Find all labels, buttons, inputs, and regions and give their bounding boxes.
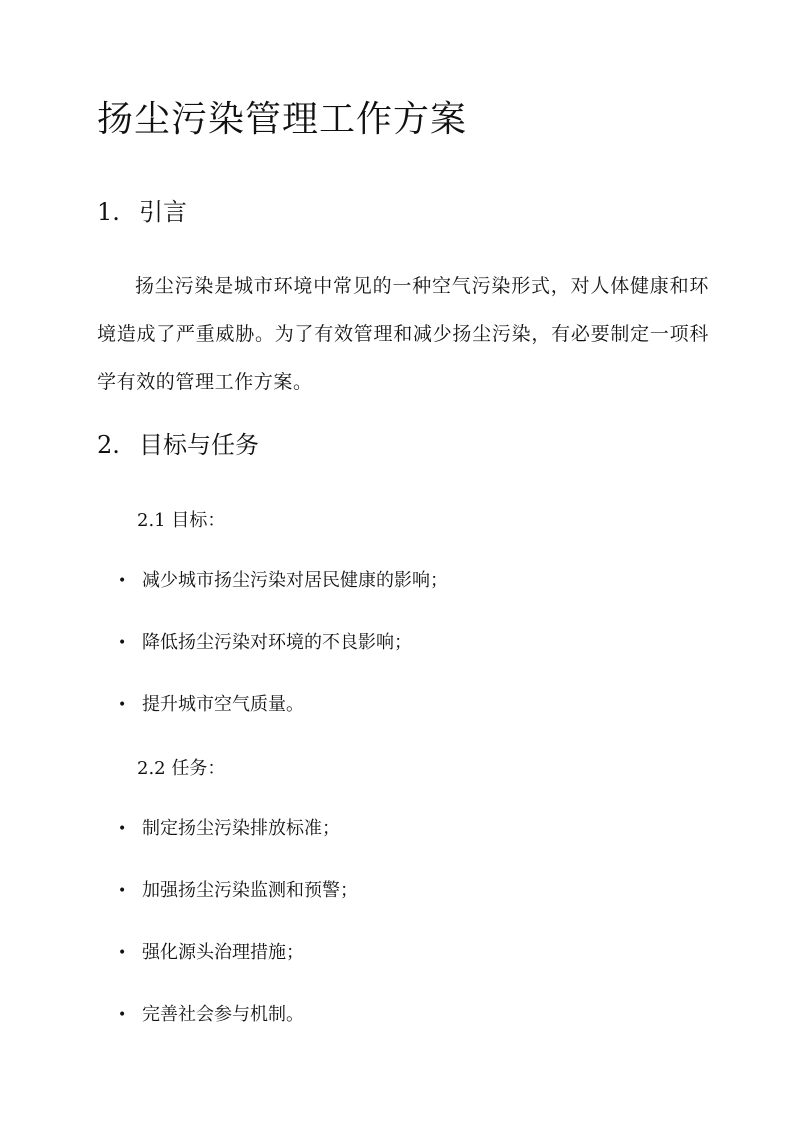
bullet-icon: • xyxy=(118,883,127,899)
list-item-text: 制定扬尘污染排放标准； xyxy=(142,818,340,839)
subsection-label-tasks: 2.2 任务： xyxy=(137,758,226,779)
list-item xyxy=(118,939,304,967)
list-item-text: 降低扬尘污染对环境的不良影响； xyxy=(142,632,412,653)
document-title: 扬尘污染管理工作方案 xyxy=(97,99,468,140)
section-title: 引言 xyxy=(139,198,187,226)
section-number: 2. xyxy=(97,431,120,459)
list-item-text: 强化源头治理措施； xyxy=(142,942,304,963)
list-item xyxy=(118,815,340,843)
bullet-icon: • xyxy=(118,635,127,651)
list-item xyxy=(118,691,304,719)
bullet-icon: • xyxy=(118,697,127,713)
bullet-icon: • xyxy=(118,1007,127,1023)
list-item-text: 提升城市空气质量。 xyxy=(142,694,304,715)
list-item xyxy=(118,1001,304,1029)
list-item xyxy=(118,877,358,905)
list-item-text: 加强扬尘污染监测和预警； xyxy=(142,880,358,901)
section-heading-goals-tasks xyxy=(97,429,259,461)
list-item-text: 完善社会参与机制。 xyxy=(142,1004,304,1025)
bullet-icon: • xyxy=(118,821,127,837)
bullet-icon: • xyxy=(118,945,127,961)
list-item-text: 减少城市扬尘污染对居民健康的影响； xyxy=(142,570,448,591)
introduction-paragraph: 扬尘污染是城市环境中常见的一种空气污染形式，对人体健康和环境造成了严重威胁。为了有效管理和减少扬尘污染，有必要制定一项科学有效的管理工作方案。 xyxy=(97,275,709,393)
bullet-icon: • xyxy=(118,573,127,589)
list-item xyxy=(118,567,448,595)
section-heading-introduction xyxy=(97,196,187,228)
section-title: 目标与任务 xyxy=(139,431,259,459)
list-item xyxy=(118,629,412,657)
subsection-label-goals: 2.1 目标： xyxy=(137,510,226,531)
section-number: 1. xyxy=(97,198,120,226)
